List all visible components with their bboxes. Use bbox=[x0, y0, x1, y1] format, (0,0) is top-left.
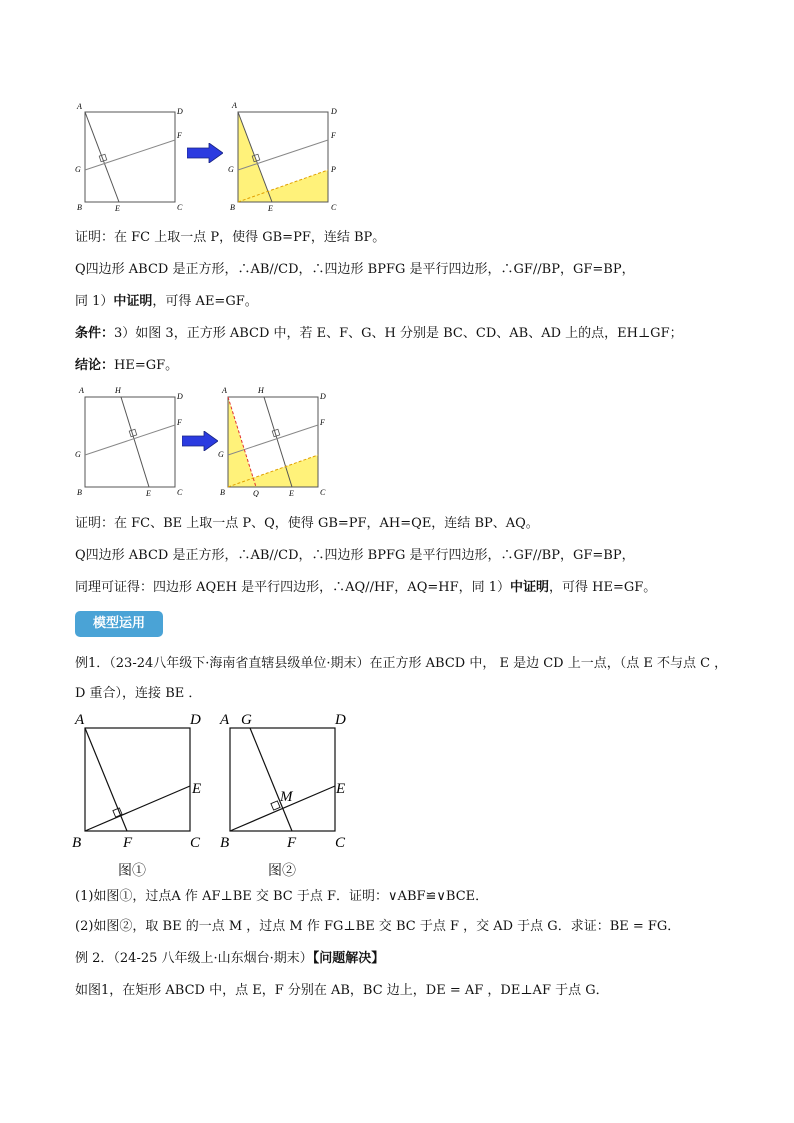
label-E: E bbox=[192, 781, 202, 797]
label-D: D bbox=[177, 392, 183, 401]
label-D: D bbox=[320, 392, 326, 401]
label-C: C bbox=[177, 488, 183, 497]
conclusion-text: HE=GF。 bbox=[114, 358, 179, 373]
label-B: B bbox=[77, 203, 82, 212]
proof2-line3-c: ，可得 HE=GF。 bbox=[549, 580, 657, 595]
label-D: D bbox=[177, 107, 183, 116]
label-A: A bbox=[79, 386, 84, 395]
label-G: G bbox=[75, 165, 81, 174]
example1-q1: (1)如图①，过点A 作 AF⊥BE 交 BC 于点 F．证明：∨ABF≌∨BCE． bbox=[75, 889, 489, 904]
label-G: G bbox=[218, 450, 224, 459]
proof2-line2: Q四边形 ABCD 是正方形，∴AB//CD，∴四边形 BPFG 是平行四边形，∴GF//BP，GF=BP， bbox=[75, 548, 635, 563]
label-G: G bbox=[75, 450, 81, 459]
label-M: M bbox=[280, 789, 293, 805]
section-badge: 模型运用 bbox=[75, 611, 163, 637]
label-G: G bbox=[228, 165, 234, 174]
label-A: A bbox=[232, 101, 237, 110]
label-C: C bbox=[335, 835, 346, 851]
proof2-line1: 证明：在 FC、BE 上取一点 P、Q，使得 GB=PF，AH=QE，连结 BP、AQ。 bbox=[75, 516, 539, 531]
label-F: F bbox=[123, 835, 133, 851]
example2-line1 bbox=[75, 950, 384, 968]
proof2-line3 bbox=[75, 579, 656, 597]
proof1-line3 bbox=[75, 293, 258, 311]
label-B: B bbox=[230, 203, 235, 212]
label-A: A bbox=[77, 102, 82, 111]
label-A: A bbox=[220, 712, 230, 728]
label-E: E bbox=[336, 781, 346, 797]
proof2-line3-a: 同理可证得：四边形 AQEH 是平行四边形，∴AQ//HF，AQ=HF，同 1） bbox=[75, 580, 510, 595]
condition3-text: 3）如图 3，正方形 ABCD 中，若 E、F、G、H 分别是 BC、CD、AB、AD 上的点，EH⊥GF； bbox=[114, 326, 683, 341]
label-E: E bbox=[289, 489, 294, 497]
label-P: P bbox=[331, 165, 336, 174]
figure-square-right-1 bbox=[228, 100, 340, 212]
label-H: H bbox=[115, 386, 121, 395]
example2-line2: 如图1，在矩形 ABCD 中，点 E，F 分别在 AB，BC 边上，DE = AF ，DE⊥AF 于点 G． bbox=[75, 983, 609, 998]
label-F: F bbox=[287, 835, 297, 851]
label-F: F bbox=[177, 131, 182, 140]
label-A: A bbox=[75, 712, 85, 728]
label-B: B bbox=[72, 835, 82, 851]
label-F: F bbox=[320, 418, 325, 427]
label-C: C bbox=[331, 203, 337, 212]
label-B: B bbox=[220, 835, 230, 851]
label-D: D bbox=[335, 712, 346, 728]
label-D: D bbox=[190, 712, 201, 728]
example1-figure-2 bbox=[215, 708, 365, 852]
label-B: B bbox=[77, 488, 82, 497]
label-E: E bbox=[115, 204, 120, 212]
condition3-label: 条件： bbox=[75, 326, 115, 341]
example2-line1-b: 【问题解决】 bbox=[312, 951, 385, 966]
proof1-line1: 证明：在 FC 上取一点 P，使得 GB=PF，连结 BP。 bbox=[75, 230, 386, 245]
figure-square-left-1 bbox=[75, 100, 185, 212]
condition3-line bbox=[75, 325, 683, 343]
label-G: G bbox=[241, 712, 252, 728]
conclusion-line bbox=[75, 357, 178, 375]
conclusion-label: 结论： bbox=[75, 358, 115, 373]
proof2-line3-b: 中证明 bbox=[510, 580, 550, 595]
example1-q2: (2)如图②，取 BE 的一点 M ，过点 M 作 FG⊥BE 交 BC 于点 F ，交 AD 于点 G．求证：BE = FG． bbox=[75, 919, 681, 934]
figure-square-left-2 bbox=[75, 385, 185, 497]
label-C: C bbox=[190, 835, 201, 851]
label-C: C bbox=[177, 203, 183, 212]
label-F: F bbox=[177, 418, 182, 427]
example1-line1: 例1．（23-24八年级下·海南省直辖县级单位·期末）在正方形 ABCD 中， E 是边 CD 上一点，（点 E 不与点 C ， bbox=[75, 656, 728, 671]
label-E: E bbox=[146, 489, 151, 497]
proof1-line3-a: 同 1） bbox=[75, 294, 114, 309]
example1-figure-1 bbox=[70, 708, 210, 852]
arrow-icon bbox=[187, 143, 223, 163]
proof1-line2: Q四边形 ABCD 是正方形，∴AB//CD，∴四边形 BPFG 是平行四边形，∴GF//BP，GF=BP， bbox=[75, 262, 635, 277]
arrow-icon bbox=[182, 431, 218, 451]
proof1-line3-b: 中证明 bbox=[113, 294, 153, 309]
label-B: B bbox=[220, 488, 225, 497]
label-F: F bbox=[331, 131, 336, 140]
label-H: H bbox=[258, 386, 264, 395]
label-E: E bbox=[268, 204, 273, 212]
proof1-line3-c: ，可得 AE=GF。 bbox=[152, 294, 258, 309]
label-Q: Q bbox=[253, 489, 259, 497]
label-D: D bbox=[331, 107, 337, 116]
example1-line2: D 重合），连接 BE ． bbox=[75, 686, 202, 701]
label-A: A bbox=[222, 386, 227, 395]
example2-line1-a: 例 2．（24-25 八年级上·山东烟台·期末） bbox=[75, 951, 313, 966]
example1-fig1-caption: 图① bbox=[118, 864, 146, 879]
figure-square-right-2 bbox=[218, 385, 330, 497]
example1-fig2-caption: 图② bbox=[268, 864, 296, 879]
label-C: C bbox=[320, 488, 326, 497]
